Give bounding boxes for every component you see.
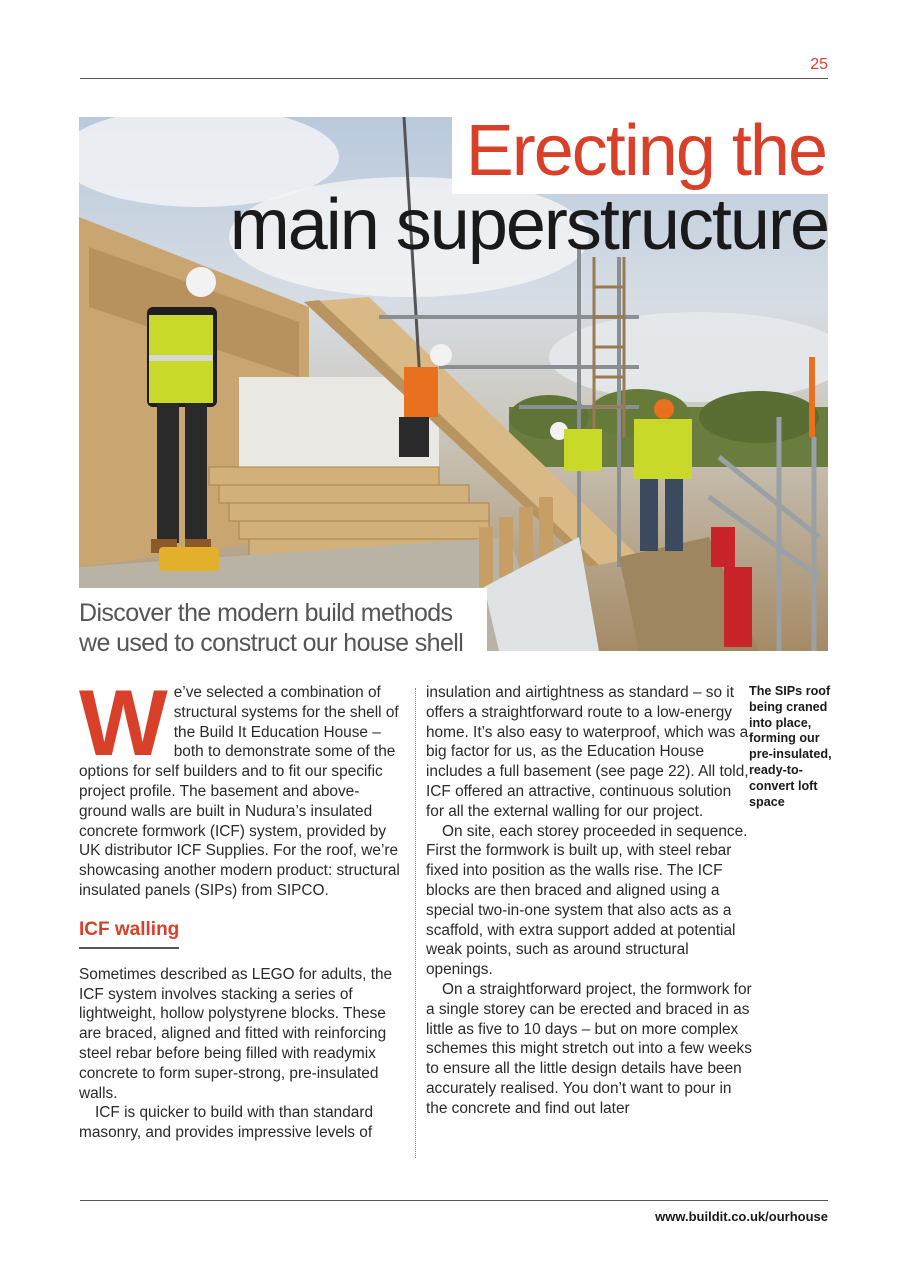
headline-line-1-box bbox=[452, 108, 828, 194]
paragraph: ICF is quicker to build with than standard masonry, and provides impressive levels of bbox=[79, 1104, 374, 1142]
column-divider bbox=[415, 688, 416, 1158]
intro-paragraph bbox=[79, 670, 407, 901]
bottom-rule bbox=[80, 1200, 828, 1201]
page-number: 25 bbox=[810, 56, 828, 73]
paragraph: On site, each storey proceeded in sequence. First the formwork is built up, with steel rebar fixed into position as the walls rise. The ICF blocks are then braced and aligned using a special two-in-one system that also acts as a scaffold, with extra support added at potential weak points, such as around structural openings. bbox=[426, 822, 748, 979]
drop-cap: W bbox=[79, 670, 168, 775]
intro-text: e’ve selected a combination of structural systems for the shell of the Build It Education House – both to demonstrate some of the options for self builders and to fit our specific project profile. The basement and above-ground walls are built in Nudura’s insulated concrete formwork (ICF) system, provided by UK distributor ICF Supplies. For the roof, we’re showcasing another modern product: structural insulated panels (SIPs) from SIPCO. bbox=[79, 684, 400, 899]
paragraph: insulation and airtightness as standard – so it offers a straightforward route to a low-energy home. It’s also easy to waterproof, which was a big factor for us, as the Education House includes a full basement (see page 22). All told, ICF offered an attractive, continuous solution for all the external walling for our project. bbox=[426, 684, 749, 820]
article-column-2 bbox=[426, 683, 752, 1119]
headline-line-2: main superstructure bbox=[229, 185, 828, 265]
footer-url: www.buildit.co.uk/ourhouse bbox=[655, 1209, 828, 1224]
subhead-icf-walling: ICF walling bbox=[79, 919, 179, 949]
photo-caption: The SIPs roof being craned into place, forming our pre-insulated, ready-to-convert loft space bbox=[749, 684, 832, 809]
article-column-1 bbox=[79, 670, 407, 1143]
paragraph: Sometimes described as LEGO for adults, the ICF system involves stacking a series of lightweight, hollow polystyrene blocks. These are braced, aligned and fitted with reinforcing steel rebar before being filled with readymix concrete to form super-strong, pre-insulated walls. bbox=[79, 965, 393, 1102]
top-rule bbox=[80, 78, 828, 79]
headline-line-1: Erecting the bbox=[465, 111, 826, 191]
paragraph: On a straightforward project, the formwork for a single storey can be erected and braced in as little as five to 10 days – but on more complex schemes this might stretch out into a few weeks to ensure all the little design details have been accurately realised. You don’t want to pour in the concrete and find out later bbox=[426, 980, 752, 1117]
standfirst: Discover the modern build methods we used to construct our house shell bbox=[79, 599, 464, 657]
